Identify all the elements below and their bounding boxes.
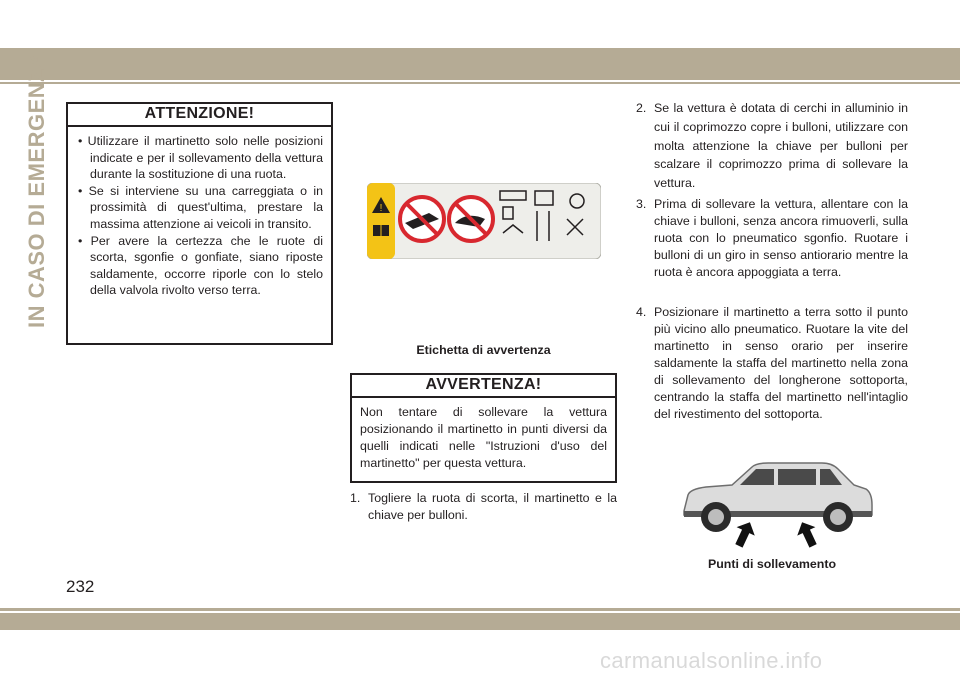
- step-item: [636, 99, 908, 193]
- watermark: carmanualsonline.info: [600, 648, 823, 673]
- warning-box: [66, 102, 333, 345]
- step-text: Posizionare il martinetto a terra sotto il punto più vicino allo pneumatico. Ruotare la vite del martinetto in senso orario per inserire saldamente la staffa del martinetto nella zona di sollevamento del longherone sottoporta, centrando la staffa del martinetto nell'intaglio del rivestimento del sottoporta.: [654, 305, 908, 421]
- caution-box: [350, 373, 617, 483]
- step-text: Togliere la ruota di scorta, il martinetto e la chiave per bulloni.: [368, 491, 617, 522]
- bottom-decorative-band: [0, 613, 960, 630]
- no-hand-under-vehicle-icon: [449, 197, 493, 241]
- top-divider-line: [0, 82, 960, 84]
- top-decorative-band: [0, 48, 960, 80]
- warning-list: [68, 127, 331, 299]
- caution-title: AVVERTENZA!: [352, 375, 615, 398]
- section-side-title: IN CASO DI EMERGENZA: [24, 51, 49, 328]
- step-item: [350, 490, 617, 524]
- warning-item: • Per avere la certezza che le ruote di scorta, sgonfie o gonfiate, siano riposte saldamente, occorre riporle con lo stelo della valvola rivolto verso terra.: [78, 233, 323, 298]
- warning-title: ATTENZIONE!: [68, 104, 331, 127]
- step-number: 2.: [636, 101, 647, 115]
- car-figure-caption: Punti di sollevamento: [707, 557, 837, 571]
- step-number: 1.: [350, 491, 361, 505]
- step-text: Prima di sollevare la vettura, allentare con la chiave i bulloni, senza ancora rimuoverli, sulla ruota con lo pneumatico sgonfio. Ruotare i bulloni di un giro in senso antiorario mentre la ruota è ancora appoggiata a terra.: [654, 197, 908, 279]
- page-number: 232: [66, 577, 95, 596]
- bottom-divider-line: [0, 608, 960, 611]
- step-number: 4.: [636, 305, 647, 319]
- step-number: 3.: [636, 197, 647, 211]
- step-text: Se la vettura è dotata di cerchi in alluminio in cui il coprimozzo copre i bulloni, utilizzare con molta attenzione la chiave per bulloni per scalzare il coprimozzo prima di sollevare la vettura.: [654, 101, 908, 191]
- warning-item: • Utilizzare il martinetto solo nelle posizioni indicate e per il sollevamento della vettura durante la sostituzione di una ruota.: [78, 134, 323, 182]
- warning-label-image: [367, 183, 601, 259]
- svg-text:!: !: [379, 203, 383, 214]
- warning-item: • Se si interviene su una carreggiata o in prossimità di quest'ultima, prestare la massima attenzione ai veicoli in transito.: [78, 183, 323, 231]
- caution-text: Non tentare di sollevare la vettura posizionando il martinetto in punti diversi da quelli indicati nelle "Istruzioni d'uso del martinetto" per questa vettura.: [360, 405, 607, 470]
- front-lift-point-arrow-icon: [730, 518, 759, 550]
- step-item: [636, 196, 908, 281]
- label-figure-caption: Etichetta di avvertenza: [416, 343, 551, 357]
- car-lifting-points-image: [676, 455, 876, 551]
- step-item: [636, 304, 908, 423]
- no-person-under-vehicle-icon: [400, 197, 444, 241]
- rear-lift-point-arrow-icon: [793, 518, 822, 550]
